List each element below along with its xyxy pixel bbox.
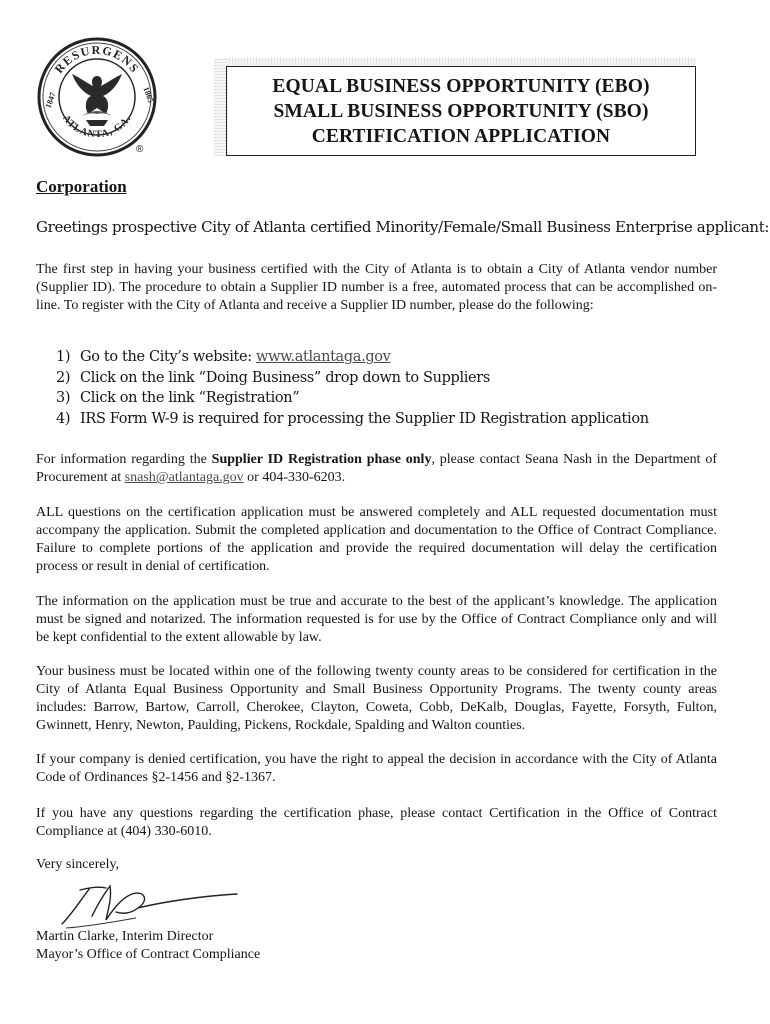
step-item [56, 411, 649, 432]
website-link[interactable]: www.atlantaga.gov [256, 349, 391, 365]
step-number: 2) [56, 369, 71, 386]
closing-salutation: Very sincerely, [36, 857, 120, 872]
step-text: Go to the City’s website: [80, 349, 257, 365]
seal-year-right: 1865 [141, 85, 156, 104]
step-number: 3) [56, 390, 71, 406]
greeting-text: Greetings prospective City of Atlanta certified Minority/Female/Small Business Enterprise applicant: [36, 218, 770, 236]
phoenix-emblem [72, 74, 122, 126]
signer-office: Mayor’s Office of Contract Compliance [36, 947, 261, 962]
step-text: Click on the link “Registration” [80, 390, 300, 406]
supplier-info-paragraph [36, 451, 717, 487]
title-line-ebo: EQUAL BUSINESS OPPORTUNITY (EBO) [272, 75, 650, 97]
step-item [56, 390, 649, 411]
step-number: 1) [56, 349, 71, 365]
title-line-sbo: SMALL BUSINESS OPPORTUNITY (SBO) [273, 100, 649, 122]
seal-city: ATLANTA, GA. [60, 113, 134, 141]
contact-email-link[interactable]: snash@atlantaga.gov [124, 470, 244, 485]
supplier-info-prefix: For information regarding the [36, 452, 212, 467]
seal-motto: RESURGENS [51, 42, 143, 76]
step-item [56, 349, 649, 370]
title-line-certification: CERTIFICATION APPLICATION [311, 125, 611, 147]
svg-text:ATLANTA, GA. [60, 113, 134, 140]
intro-paragraph: The first step in having your business certified with the City of Atlanta is to obtain a City of Atlanta vendor number (Supplier ID). The procedure to obtain a Supplier ID number is a free, automated process that can be accomplished on-line. To register with the City of Atlanta and receive a Supplier ID number, please do the following: [36, 262, 717, 313]
counties-paragraph: Your business must be located within one of the following twenty county areas to be considered for certification in the City of Atlanta Equal Business Opportunity and Small Business Opportunity Programs. The twenty county areas includes: Barrow, Bartow, Carroll, Cherokee, Clayton, Coweta, Cobb, DeKalb, Douglas, Fayette, Forsyth, Fulton, Gwinnett, Henry, Newton, Paulding, Pickens, Rockdale, Spalding and Walton counties. [36, 664, 717, 733]
step-number: 4) [56, 410, 71, 427]
section-heading: Corporation [36, 177, 127, 196]
supplier-info-suffix: or 404-330-6203. [243, 470, 346, 485]
supplier-info-middle: , please contact Seana Nash in the Department of Procurement at [36, 452, 717, 485]
signer-block [36, 928, 260, 964]
registration-steps [56, 349, 649, 431]
step-text: Click on the link “Doing Business” drop down to Suppliers [80, 369, 490, 386]
accuracy-paragraph: The information on the application must be true and accurate to the best of the applicant’s knowledge. The application must be signed and notarized. The information requested is for use by the Office of Contract Compliance only and will be kept confidential to the extent allowable by law. [36, 594, 717, 645]
registered-mark: ® [136, 144, 144, 155]
questions-paragraph: ALL questions on the certification application must be answered completely and ALL requested documentation must accompany the application. Submit the completed application and documentation to the Office of Contract Compliance. Failure to complete portions of the application and provide the required documentation will delay the certification process or result in denial of certification. [36, 505, 717, 574]
appeal-paragraph: If your company is denied certification, you have the right to appeal the decision in accordance with the City of Atlanta Code of Ordinances §2-1456 and §2-1367. [36, 752, 717, 785]
step-item [56, 370, 649, 391]
step-text: IRS Form W-9 is required for processing the Supplier ID Registration application [80, 410, 649, 427]
contact-paragraph: If you have any questions regarding the certification phase, please contact Certification in the Office of Contract Compliance at (404) 330-6010. [36, 806, 717, 839]
signer-name-title: Martin Clarke, Interim Director [36, 929, 214, 944]
handwritten-signature [52, 876, 242, 936]
document-title-box [226, 66, 696, 156]
city-of-atlanta-seal [36, 36, 158, 158]
supplier-info-bold: Supplier ID Registration phase only [211, 452, 432, 467]
seal-year-left: 1847 [43, 91, 58, 110]
title-shadow-top [214, 58, 696, 66]
